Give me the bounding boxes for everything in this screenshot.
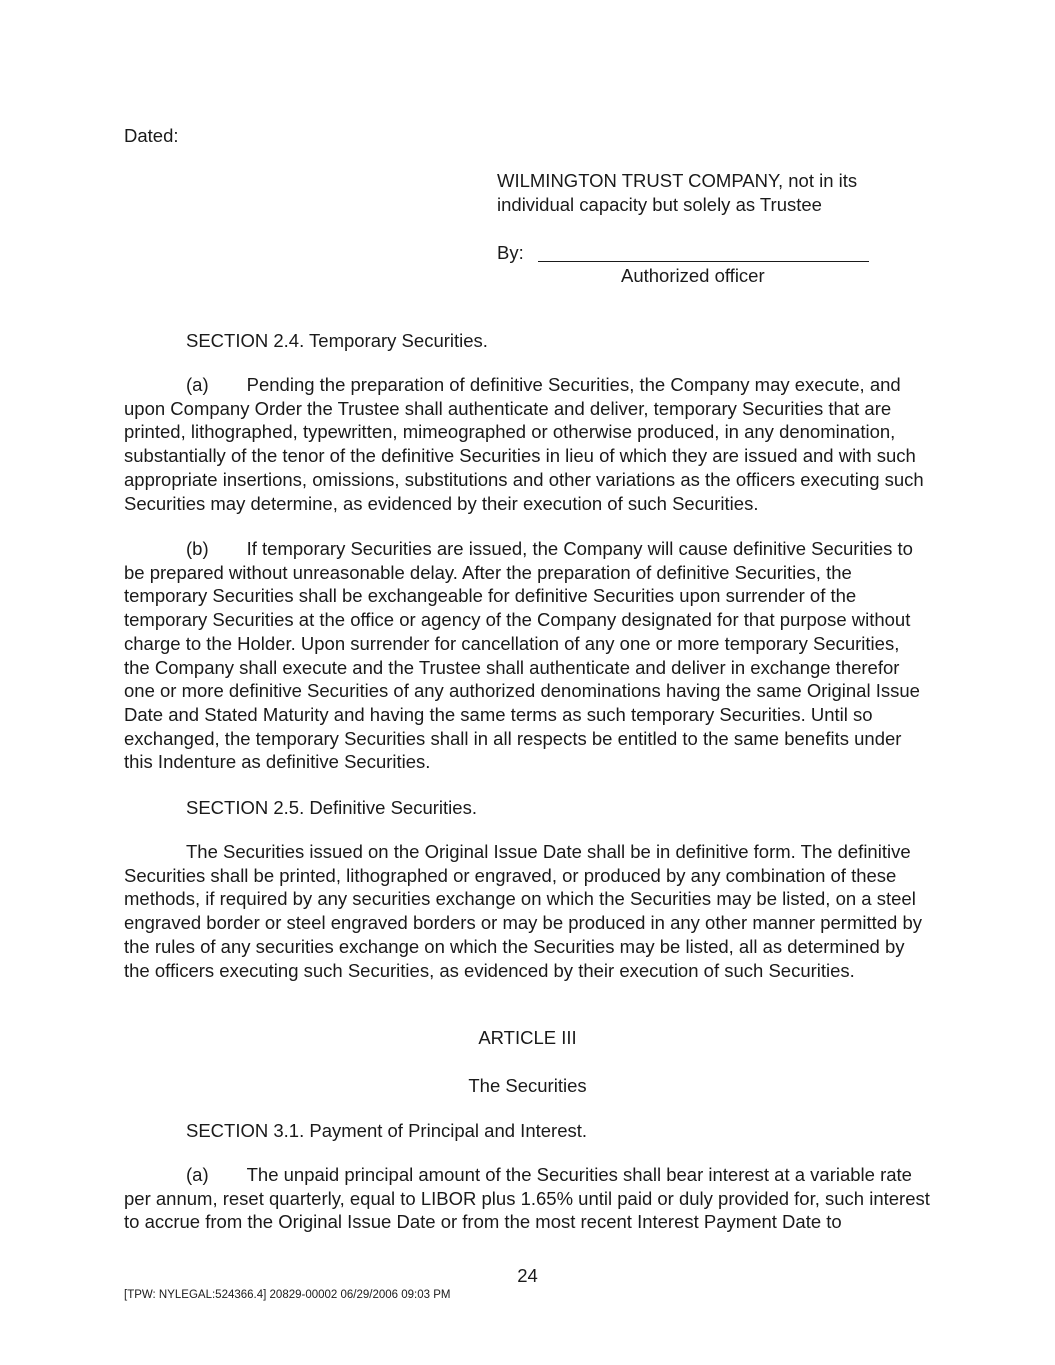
section-3-1-a-text: The unpaid principal amount of the Securities shall bear interest at a variable rate per annum, reset quarterly, equal to LIBOR plus 1.65% until paid or duly provided for, such interest to accrue from the Original Issue Date or from the most recent Interest Payment Date to bbox=[124, 1164, 930, 1233]
page-number: 24 bbox=[517, 1265, 538, 1286]
article-title: ARTICLE III bbox=[478, 1027, 577, 1048]
section-2-4-b-label: (b) bbox=[186, 538, 209, 559]
trustee-name-line: WILMINGTON TRUST COMPANY, not in its bbox=[497, 170, 858, 191]
document-footer-id: [TPW: NYLEGAL:524366.4] 20829-00002 06/29/2006 09:03 PM bbox=[124, 1289, 451, 1301]
section-2-4-paragraph-a bbox=[124, 373, 930, 515]
section-2-4-b-text: If temporary Securities are issued, the Company will cause definitive Securities to be prepared without unreasonable delay. After the preparation of definitive Securities, the temporary Securities shall be exchangeable for definitive Securities upon surrender of the temporary Securities at the office or agency of the Company designated for that purpose without charge to the Holder. Upon surrender for cancellation of any one or more temporary Securities, the Company shall execute and the Trustee shall authenticate and deliver in exchange therefor one or more definitive Securities of any authorized denominations having the same Original Issue Date and Stated Maturity and having the same terms as such temporary Securities. Until so exchanged, the temporary Securities shall in all respects be entitled to the same benefits under this Indenture as definitive Securities. bbox=[124, 538, 920, 773]
section-2-5-heading: SECTION 2.5. Definitive Securities. bbox=[186, 797, 477, 818]
signature-line bbox=[538, 261, 869, 262]
dated-label: Dated: bbox=[124, 125, 179, 146]
trustee-capacity-line: individual capacity but solely as Trustee bbox=[497, 194, 822, 215]
section-2-5-text: The Securities issued on the Original Issue Date shall be in definitive form. The definitive Securities shall be printed, lithographed or engraved, or produced by any combination of these methods, if required by any securities exchange on which the Securities may be listed, on a steel engraved border or steel engraved borders or may be produced in any other manner permitted by the rules of any securities exchange on which the Securities may be listed, all as determined by the officers executing such Securities, as evidenced by their execution of such Securities. bbox=[124, 841, 923, 981]
section-2-4-paragraph-b bbox=[124, 537, 930, 774]
section-3-1-paragraph-a bbox=[124, 1163, 930, 1234]
section-3-1-heading: SECTION 3.1. Payment of Principal and Interest. bbox=[186, 1120, 588, 1141]
section-2-4-a-label: (a) bbox=[186, 374, 209, 395]
section-2-4-a-text: Pending the preparation of definitive Securities, the Company may execute, and upon Company Order the Trustee shall authenticate and deliver, temporary Securities that are printed, lithographed, typewritten, mimeographed or otherwise produced, in any denomination, substantially of the tenor of the definitive Securities in lieu of which they are issued and with such appropriate insertions, omissions, substitutions and other variations as the officers executing such Securities may determine, as evidenced by their execution of such Securities. bbox=[124, 374, 924, 514]
section-2-5-paragraph bbox=[124, 840, 930, 982]
section-3-1-a-label: (a) bbox=[186, 1164, 209, 1185]
by-label: By: bbox=[497, 242, 524, 263]
section-2-4-heading: SECTION 2.4. Temporary Securities. bbox=[186, 330, 488, 351]
article-subtitle: The Securities bbox=[468, 1075, 587, 1096]
authorized-officer-caption: Authorized officer bbox=[621, 265, 765, 286]
